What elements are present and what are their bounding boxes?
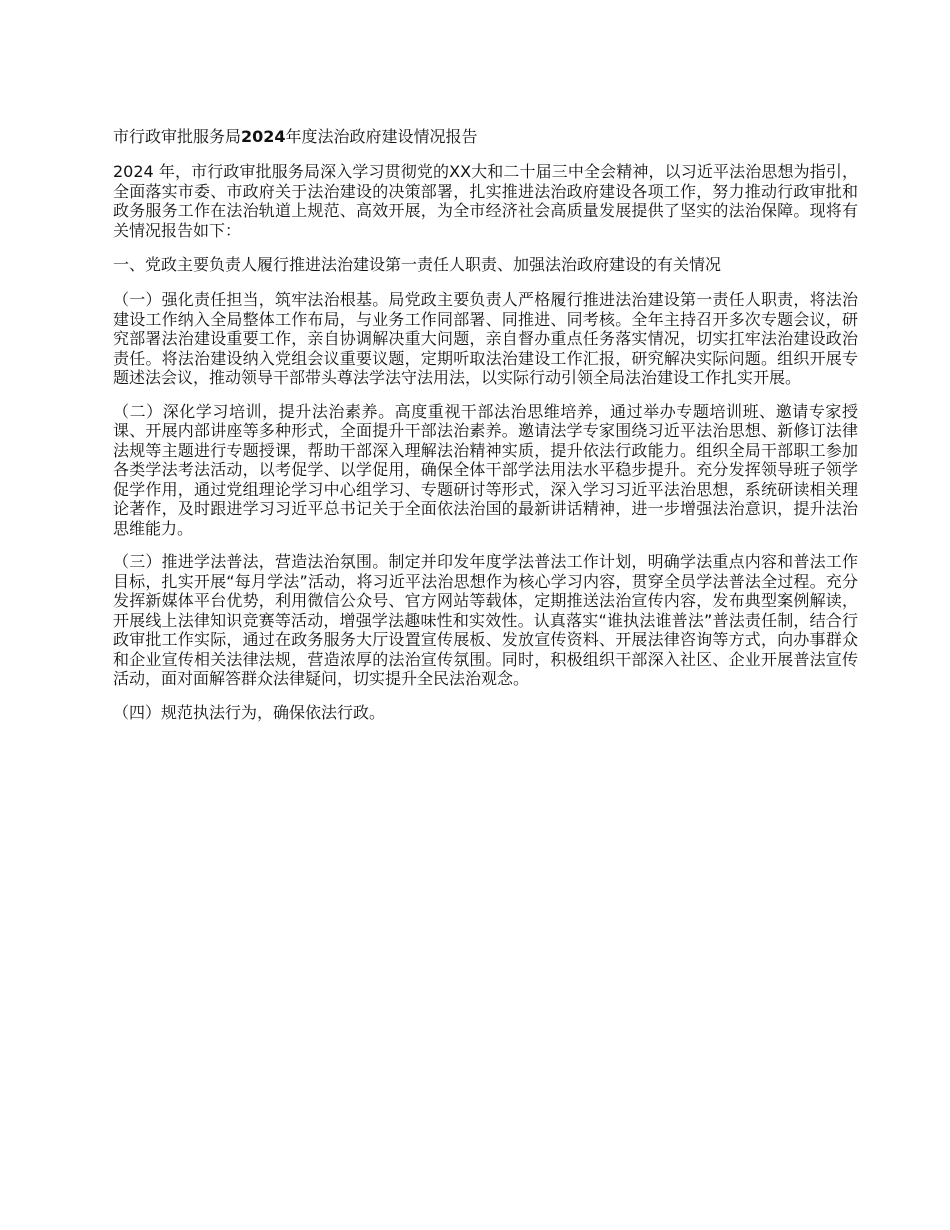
paragraph-item-3: （三）推进学法普法，营造法治氛围。制定并印发年度学法普法工作计划，明确学法重点内容和普法工作目标，扎实开展“每月学法”活动，将习近平法治思想作为核心学习内容，贯穿全员学法普法全过程。充分发挥新媒体平台优势，利用微信公众号、官方网站等载体，定期推送法治宣传内容，发布典型案例解读，开展线上法律知识竞赛等活动，增强学法趣味性和实效性。认真落实“谁执法谁普法”普法责任制，结合行政审批工作实际，通过在政务服务大厅设置宣传展板、发放宣传资料、开展法律咨询等方式，向办事群众和企业宣传相关法律法规，营造浓厚的法治宣传氛围。同时，积极组织干部深入社区、企业开展普法宣传活动，面对面解答群众法律疑问，切实提升全民法治观念。 xyxy=(113,552,858,688)
title-suffix: 年度法治政府建设情况报告 xyxy=(285,127,478,146)
intro-paragraph: 2024 年，市行政审批服务局深入学习贯彻党的XX大和二十届三中全会精神，以习近平法治思想为指引，全面落实市委、市政府关于法治建设的决策部署，扎实推进法治政府建设各项工作，努力推动行政审批和政务服务工作在法治轨道上规范、高效开展，为全市经济社会高质量发展提供了坚实的法治保障。现将有关情况报告如下： xyxy=(113,162,858,240)
document-title xyxy=(113,126,858,148)
title-prefix: 市行政审批服务局 xyxy=(113,127,242,146)
paragraph-item-4: （四）规范执法行为，确保依法行政。 xyxy=(113,702,386,722)
title-year: 2024 xyxy=(241,127,286,146)
section-heading: 一、党政主要负责人履行推进法治建设第一责任人职责、加强法治政府建设的有关情况 xyxy=(113,255,722,274)
paragraph-item-2: （二）深化学习培训，提升法治素养。高度重视干部法治思维培养，通过举办专题培训班、邀请专家授课、开展内部讲座等多种形式，全面提升干部法治素养。邀请法学专家围绕习近平法治思想、新修订法律法规等主题进行专题授课，帮助干部深入理解法治精神实质，提升依法行政能力。组织全局干部职工参加各类学法考法活动，以考促学、以学促用，确保全体干部学法用法水平稳步提升。充分发挥领导班子领学促学作用，通过党组理论学习中心组学习、专题研讨等形式，深入学习习近平法治思想，系统研读相关理论著作，及时跟进学习习近平总书记关于全面依法治国的最新讲话精神，进一步增强法治意识，提升法治思维能力。 xyxy=(113,401,858,538)
paragraph-item-1: （一）强化责任担当，筑牢法治根基。局党政主要负责人严格履行推进法治建设第一责任人职责，将法治建设工作纳入全局整体工作布局，与业务工作同部署、同推进、同考核。全年主持召开多次专题会议，研究部署法治建设重要工作，亲自协调解决重大问题，亲自督办重点任务落实情况，切实扛牢法治建设政治责任。将法治建设纳入党组会议重要议题，定期听取法治建设工作汇报，研究解决实际问题。组织开展专题述法会议，推动领导干部带头尊法学法守法用法，以实际行动引领全局法治建设工作扎实开展。 xyxy=(113,290,858,387)
document-page xyxy=(113,126,858,736)
